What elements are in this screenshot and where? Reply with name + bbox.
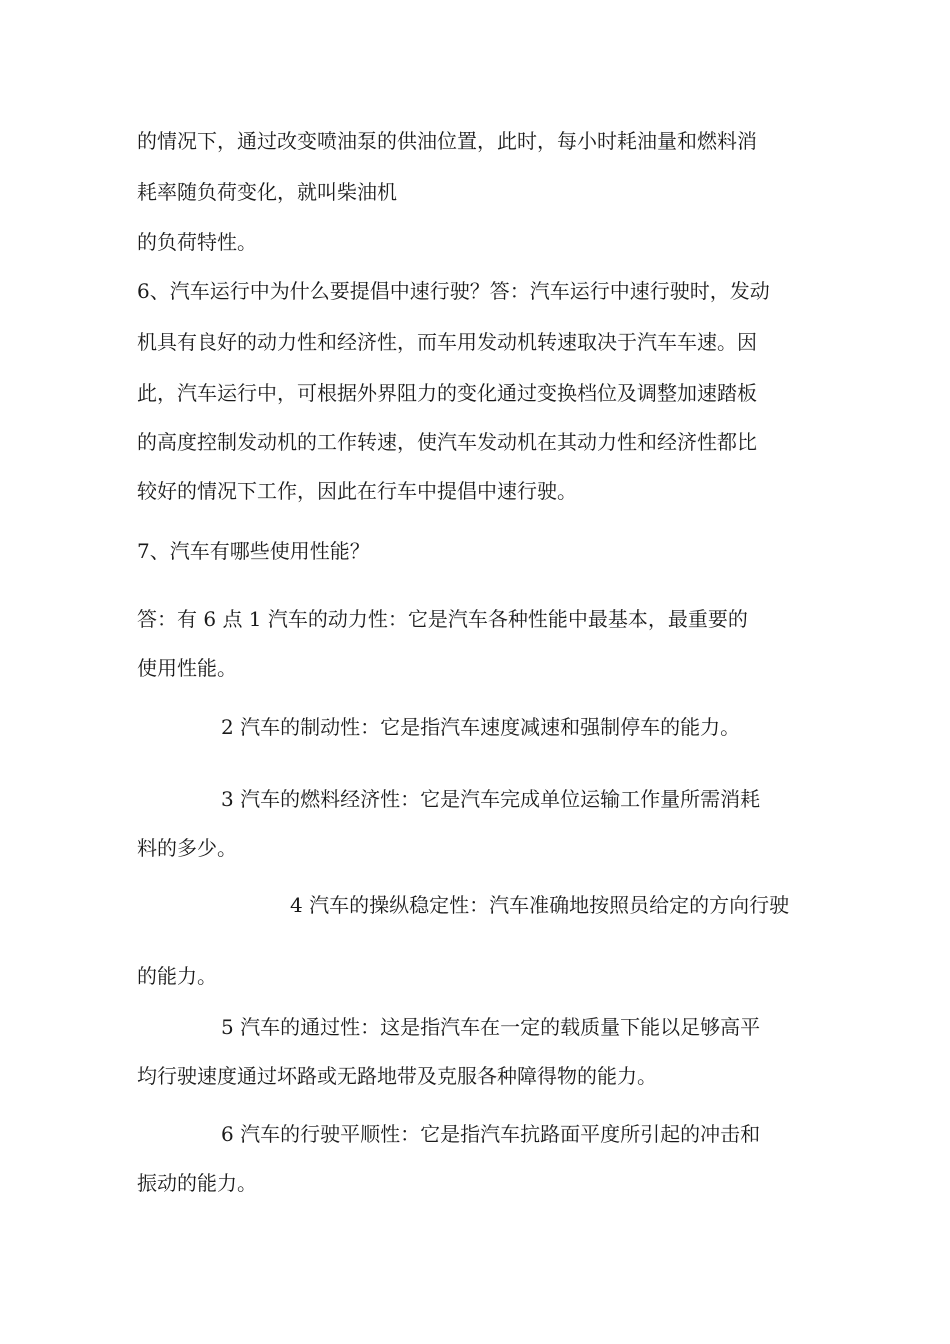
text-line: 此，汽车运行中，可根据外界阻力的变化通过变换档位及调整加速踏板	[137, 381, 757, 405]
list-item: 3 汽车的燃料经济性：它是汽车完成单位运输工作量所需消耗	[221, 787, 761, 811]
text-line: 6、汽车运行中为什么要提倡中速行驶？答：汽车运行中速行驶时，发动	[137, 279, 770, 303]
text-line: 机具有良好的动力性和经济性，而车用发动机转速取决于汽车车速。因	[137, 330, 757, 354]
text-line: 料的多少。	[137, 836, 237, 860]
text-line: 的负荷特性。	[137, 230, 257, 254]
list-item: 5 汽车的通过性：这是指汽车在一定的载质量下能以足够高平	[221, 1015, 761, 1039]
text-line: 振动的能力。	[137, 1171, 257, 1195]
text-line: 答：有 6 点 1 汽车的动力性：它是汽车各种性能中最基本，最重要的	[137, 607, 748, 631]
list-item: 6 汽车的行驶平顺性：它是指汽车抗路面平度所引起的冲击和	[221, 1122, 761, 1146]
text-line: 的高度控制发动机的工作转速，使汽车发动机在其动力性和经济性都比	[137, 430, 757, 454]
text-line: 较好的情况下工作，因此在行车中提倡中速行驶。	[137, 479, 577, 503]
text-line: 使用性能。	[137, 656, 237, 680]
list-item: 4 汽车的操纵稳定性：汽车准确地按照员给定的方向行驶	[290, 893, 790, 917]
text-line: 的能力。	[137, 964, 217, 988]
text-line: 耗率随负荷变化，就叫柴油机	[137, 180, 397, 204]
list-item: 2 汽车的制动性：它是指汽车速度减速和强制停车的能力。	[221, 715, 741, 739]
text-line: 均行驶速度通过坏路或无路地带及克服各种障得物的能力。	[137, 1064, 657, 1088]
question-heading: 7、汽车有哪些使用性能？	[137, 539, 370, 563]
text-line: 的情况下，通过改变喷油泵的供油位置，此时，每小时耗油量和燃料消	[137, 129, 757, 153]
